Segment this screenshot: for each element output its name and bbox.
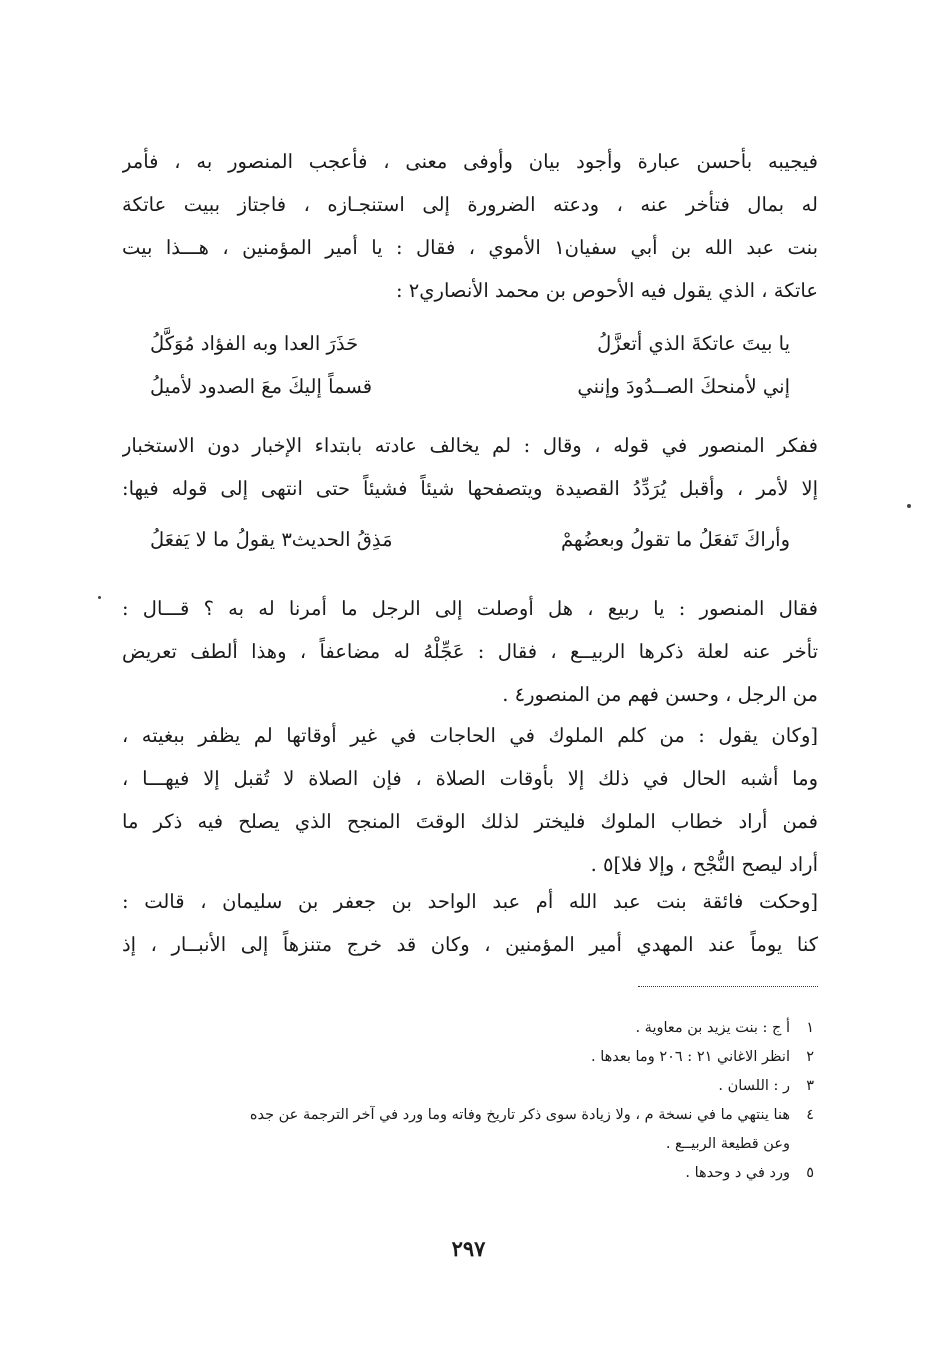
poem-1	[150, 322, 790, 408]
paragraph-1	[122, 140, 818, 312]
verse-first-hemistich: إني لأمنحكَ الصــدُودَ وإنني	[577, 375, 790, 398]
footnote-text: انظر الاغاني ٢١ : ٢٠٦ وما بعدها .	[590, 1049, 790, 1065]
text-line: له بمال فتأخر عنه ، ودعته الضرورة إلى استنجـازه ، فاجتاز ببيت عاتكة	[122, 193, 818, 216]
verse-second-hemistich: مَذِقُ الحديث٣ يقولُ ما لا يَفعَلُ	[150, 528, 393, 551]
text-line: من الرجل ، وحسن فهم من المنصور٤ .	[502, 683, 818, 706]
footnote-text: ورد في د وحدها .	[685, 1165, 790, 1181]
text-line: [وكان يقول : من كلم الملوك في الحاجات في غير أوقاتها لم يظفر ببغيته ،	[122, 724, 818, 747]
footnote	[120, 1101, 814, 1130]
text-line: عاتكة ، الذي يقول فيه الأحوص بن محمد الأنصاري٢ :	[396, 279, 818, 302]
verse-first-hemistich: وأراكَ تَفعَلُ ما تقولُ وبعضُهمْ	[560, 528, 790, 551]
text-line: كنا يوماً عند المهدي أمير المؤمنين ، وكان قد خرج متنزهاً إلى الأنبــار ، إذ	[122, 933, 818, 956]
text-line: أراد ليصح النُّجْح ، وإلا فلا]٥ .	[590, 853, 818, 876]
footnote-number: ٣	[806, 1078, 814, 1094]
poem-2	[150, 518, 790, 561]
footnote	[120, 1043, 814, 1072]
footnote	[120, 1159, 814, 1188]
footnote-continuation: وعن قطيعة الربيــع .	[665, 1136, 790, 1152]
footnote-separator	[638, 986, 818, 987]
footnote-text: أ ج : بنت يزيد بن معاوية .	[635, 1020, 790, 1036]
text-line: فمن أراد خطاب الملوك فليختر لذلك الوقتَ المنجح الذي يصلح فيه ذكر ما	[122, 810, 818, 833]
text-line: بنت عبد الله بن أبي سفيان١ الأموي ، فقال : يا أمير المؤمنين ، هـــذا بيت	[122, 236, 818, 259]
paragraph-5	[122, 880, 818, 966]
print-speck	[98, 596, 101, 599]
footnotes	[120, 1014, 814, 1188]
footnote-number: ٥	[806, 1165, 814, 1181]
footnote	[120, 1072, 814, 1101]
text-line: إلا لأمر ، وأقبل يُرَدِّدُ القصيدة ويتصفحها شيئاً فشيئاً حتى انتهى إلى قوله فيها:	[122, 477, 818, 500]
verse	[150, 365, 790, 408]
verse-second-hemistich: حَذَرَ العدا وبه الفؤاد مُوَكَّلُ	[150, 332, 359, 355]
footnote-number: ١	[806, 1020, 814, 1036]
footnote-text: ر : اللسان .	[718, 1078, 790, 1094]
text-line: تأخر عنه لعلة ذكرها الربيــع ، فقال : عَجِّلْهُ له مضاعفاً ، وهذا ألطف تعريض	[122, 640, 818, 663]
footnote-number: ٤	[806, 1107, 814, 1123]
page-number: ٢٩٧	[451, 1236, 486, 1261]
text-line: وما أشبه الحال في ذلك إلا بأوقات الصلاة ، فإن الصلاة لا تُقبل إلا فيهـــا ،	[122, 767, 818, 790]
footnote-number: ٢	[806, 1049, 814, 1065]
verse	[150, 322, 790, 365]
paragraph-3	[122, 587, 818, 716]
text-line: ففكر المنصور في قوله ، وقال : لم يخالف عادته بابتداء الإخبار دون الاستخبار	[122, 434, 818, 457]
paragraph-4	[122, 714, 818, 886]
verse-first-hemistich: يا بيتَ عاتكةَ الذي أتعزَّلُ	[597, 332, 790, 355]
footnote-text: هنا ينتهي ما في نسخة م ، ولا زيادة سوى ذكر تاريخ وفاته وما ورد في آخر الترجمة عن جده	[249, 1107, 790, 1123]
paragraph-2	[122, 424, 818, 510]
verse-second-hemistich: قسماً إليكَ معَ الصدود لأميلُ	[150, 375, 373, 398]
verse	[150, 518, 790, 561]
text-line: فقال المنصور : يا ربيع ، هل أوصلت إلى الرجل ما أمرنا له به ؟ قـــال :	[122, 597, 818, 620]
print-speck	[907, 504, 911, 508]
text-line: فيجيبه بأحسن عبارة وأجود بيان وأوفى معنى ، فأعجب المنصور به ، فأمر	[122, 150, 818, 173]
text-line: [وحكت فائقة بنت عبد الله أم عبد الواحد بن جعفر بن سليمان ، قالت :	[122, 890, 818, 913]
footnote	[120, 1014, 814, 1043]
